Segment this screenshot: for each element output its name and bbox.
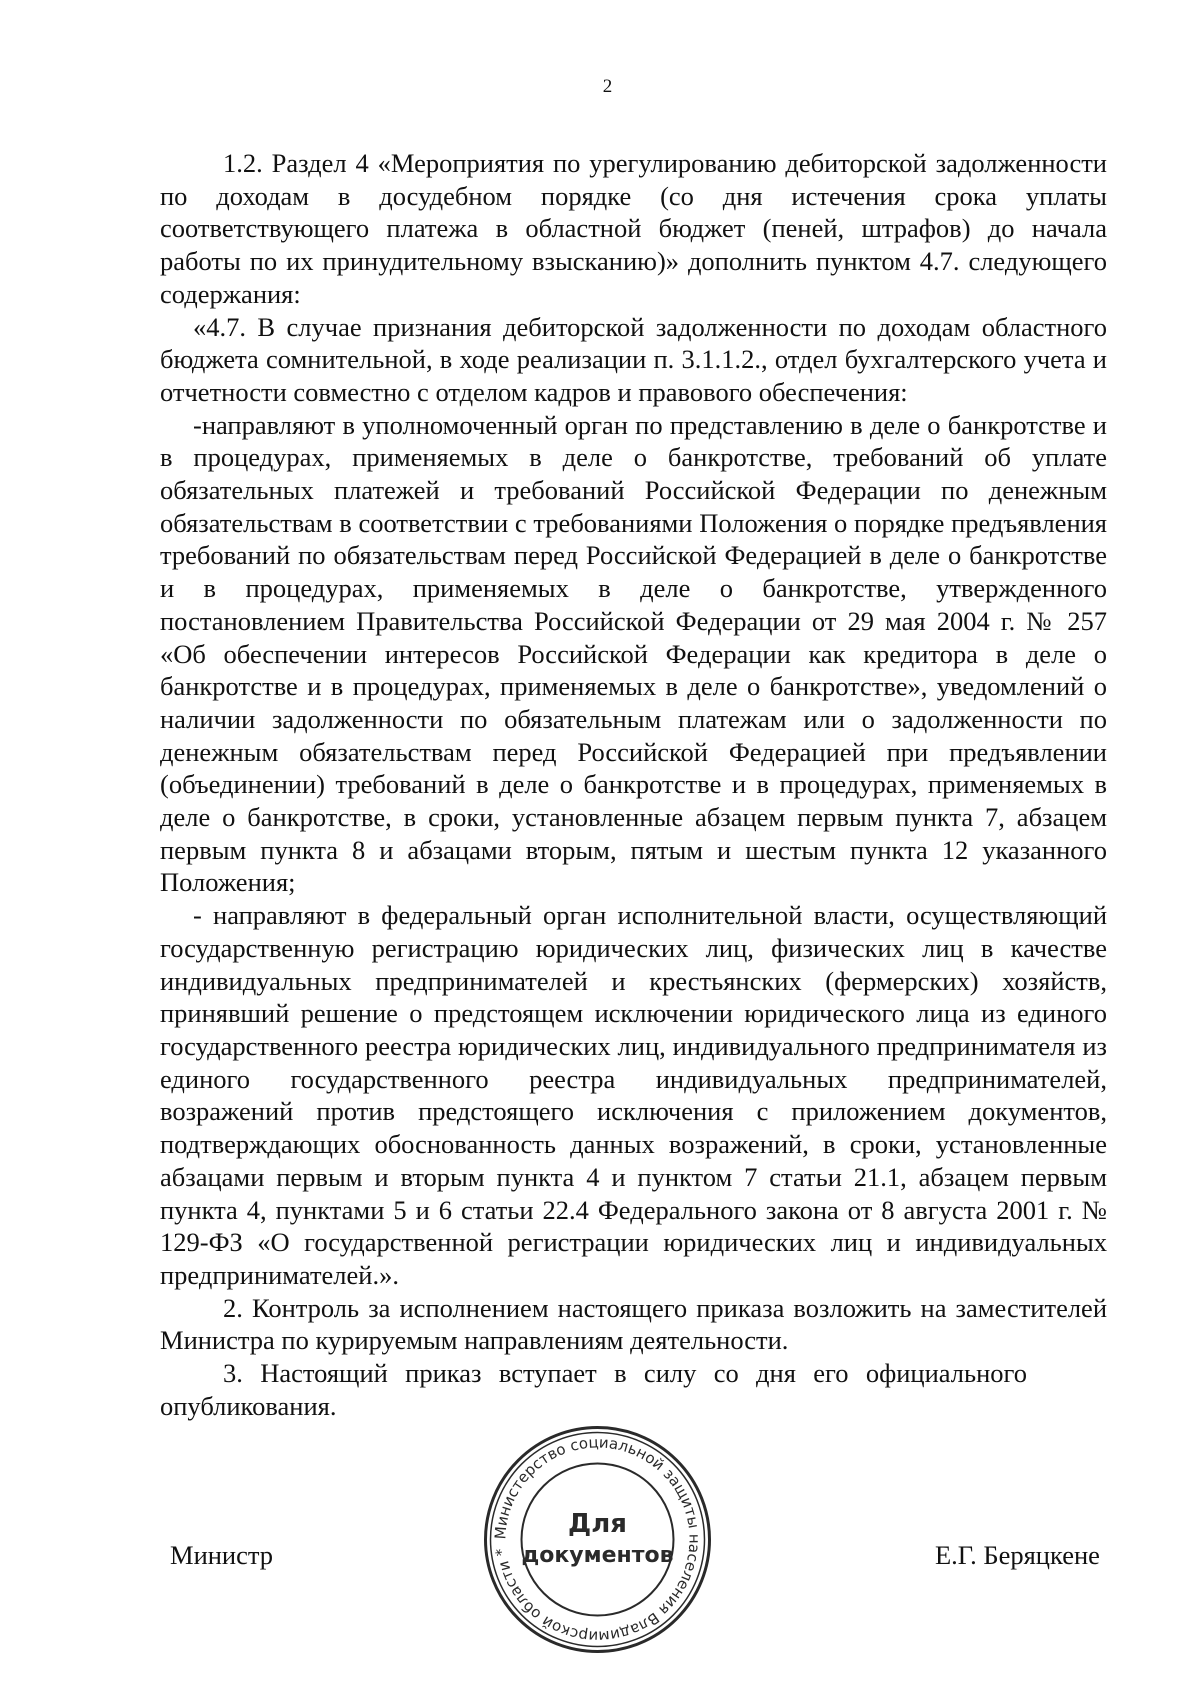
paragraph-item-2: 2. Контроль за исполнением настоящего приказа возложить на заместителей Министра по курируемым направлениям деятельности. bbox=[160, 1292, 1107, 1356]
paragraph-bullet-bankruptcy: -направляют в уполномоченный орган по представлению в деле о банкротстве и в процедурах, применяемых в деле о банкротстве, требований об уплате обязательных платежей и требований Российской Федерации по денежным обязательствам в соответствии с требованиями Положения о порядке предъявления требований по обязательствам перед Российской Федерацией в деле о банкротстве и в процедурах, применяемых в деле о банкротстве, утвержденного постановлением Правительства Российской Федерации от 29 мая 2004 г. № 257 «Об обеспечении интересов Российской Федерации как кредитора в деле о банкротстве и в процедурах, применяемых в деле о банкротстве», уведомлений о наличии задолженности по обязательным платежам или о задолженности по денежным обязательствам перед Российской Федерацией при предъявлении (объединении) требований в деле о банкротстве и в процедурах, применяемых в деле о банкротстве, в сроки, установленные абзацем первым пункта 7, абзацем первым пункта 8 и абзацами вторым, пятым и шестым пункта 12 указанного Положения; bbox=[160, 409, 1107, 898]
paragraph-4-7: «4.7. В случае признания дебиторской задолженности по доходам областного бюджета сомнительной, в ходе реализации п. 3.1.1.2., отдел бухгалтерского учета и отчетности совместно с отделом кадров и правового обеспечения: bbox=[160, 311, 1107, 407]
paragraph-bullet-registry: - направляют в федеральный орган исполнительной власти, осуществляющий государственную регистрацию юридических лиц, физических лиц в качестве индивидуальных предпринимателей и крестьянских (фермерских) хозяйств, принявший решение о предстоящем исключении юридического лица из единого государственного реестра юридических лиц, индивидуального предпринимателя из единого государственного реестра индивидуальных предпринимателей, возражений против предстоящего исключения с приложением документов, подтверждающих обоснованность данных возражений, в сроки, установленные абзацами первым и вторым пункта 4 и пунктом 7 статьи 21.1, абзацем первым пункта 4, пунктами 5 и 6 статьи 22.4 Федерального закона от 8 августа 2001 г. № 129-ФЗ «О государственной регистрации юридических лиц и индивидуальных предпринимателей.». bbox=[160, 900, 1107, 1290]
paragraph-item-3: 3. Настоящий приказ вступает в силу со дня его официального опубликования. bbox=[160, 1358, 1027, 1421]
signature-name: Е.Г. Беряцкене bbox=[935, 1540, 1100, 1570]
official-stamp bbox=[480, 1422, 715, 1657]
paragraph-1-2: 1.2. Раздел 4 «Мероприятия по урегулированию дебиторской задолженности по доходам в досудебном порядке (со дня истечения срока уплаты соответствующего платежа в областной бюджет (пеней, штрафов) до начала работы по их принудительному взысканию)» дополнить пунктом 4.7. следующего содержания: bbox=[160, 148, 1107, 309]
stamp-center-line-1: Для bbox=[568, 1509, 627, 1539]
stamp-center-line-2: документов bbox=[521, 1543, 674, 1568]
page-number: 2 bbox=[602, 76, 613, 97]
stamp-ring-text: Министерство социальной защиты населения Владимирской области * bbox=[491, 1433, 704, 1646]
signature-position: Министр bbox=[170, 1540, 274, 1570]
document-body bbox=[160, 147, 1107, 1422]
